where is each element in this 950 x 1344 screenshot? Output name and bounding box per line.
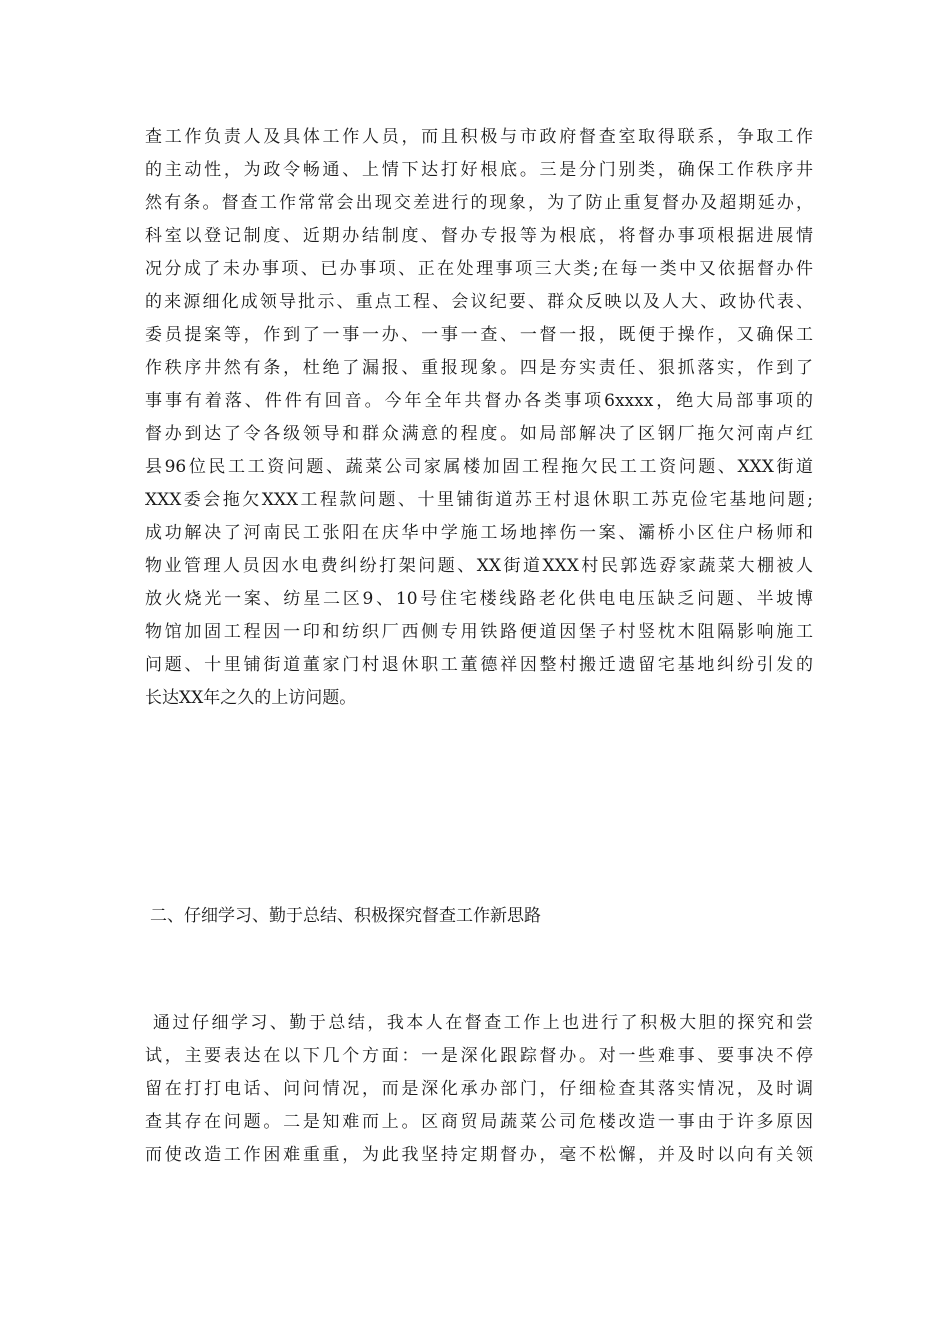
paragraph-line: 况分成了未办事项、已办事项、正在处理事项三大类;在每一类中又依据督办件 [145,259,813,279]
paragraph-line: 的主动性，为政令畅通、上情下达打好根底。三是分门别类，确保工作秩序井 [145,160,813,180]
paragraph-line: 物馆加固工程因一印和纺织厂西侧专用铁路便道因堡子村竖枕木阻隔影响施工 [145,622,813,642]
paragraph-line: 问题、十里铺街道董家门村退休职工董德祥因整村搬迁遗留宅基地纠纷引发的 [145,655,813,675]
paragraph-line: 作秩序井然有条，杜绝了漏报、重报现象。四是夯实责任、狠抓落实，作到了 [145,358,813,378]
paragraph-line: 查其存在问题。二是知难而上。区商贸局蔬菜公司危楼改造一事由于许多原因 [145,1112,813,1132]
paragraph-line: 物业管理人员因水电费纠纷打架问题、XX街道XXX村民郭选孬家蔬菜大棚被人 [145,556,813,576]
paragraph-line: 通过仔细学习、勤于总结，我本人在督查工作上也进行了积极大胆的探究和尝 [153,1013,813,1033]
paragraph-line: 而使改造工作困难重重，为此我坚持定期督办，毫不松懈，并及时以向有关领 [145,1145,813,1165]
paragraph-line: 查工作负责人及具体工作人员，而且积极与市政府督查室取得联系，争取工作 [145,127,813,147]
paragraph-line: 然有条。督查工作常常会出现交差进行的现象，为了防止重复督办及超期延办， [145,193,813,213]
paragraph-line: XXX委会拖欠XXX工程款问题、十里铺街道苏王村退休职工苏克俭宅基地问题; [145,490,813,510]
body-paragraph-2 [145,1007,813,1172]
section-heading [150,900,818,933]
paragraph-line: 留在打打电话、问问情况，而是深化承办部门，仔细检查其落实情况，及时调 [145,1079,813,1099]
section-heading-text: 二、仔细学习、勤于总结、积极探究督查工作新思路 [150,906,541,926]
paragraph-line: 长达XX年之久的上访问题。 [145,688,357,708]
paragraph-line: 试，主要表达在以下几个方面：一是深化跟踪督办。对一些难事、要事决不停 [145,1046,813,1066]
body-paragraph-1 [145,121,813,715]
paragraph-line: 成功解决了河南民工张阳在庆华中学施工场地摔伤一案、灞桥小区住户杨师和 [145,523,813,543]
paragraph-line: 县96位民工工资问题、蔬菜公司家属楼加固工程拖欠民工工资问题、XXX街道 [145,457,813,477]
paragraph-line: 放火烧光一案、纺星二区9、10号住宅楼线路老化供电电压缺乏问题、半坡博 [145,589,813,609]
paragraph-line: 事事有着落、件件有回音。今年全年共督办各类事项6xxxx，绝大局部事项的 [145,391,813,411]
paragraph-line: 科室以登记制度、近期办结制度、督办专报等为根底，将督办事项根据进展情 [145,226,813,246]
paragraph-line: 的来源细化成领导批示、重点工程、会议纪要、群众反映以及人大、政协代表、 [145,292,813,312]
paragraph-line: 督办到达了令各级领导和群众满意的程度。如局部解决了区钢厂拖欠河南卢红 [145,424,813,444]
paragraph-line: 委员提案等，作到了一事一办、一事一查、一督一报，既便于操作，又确保工 [145,325,813,345]
